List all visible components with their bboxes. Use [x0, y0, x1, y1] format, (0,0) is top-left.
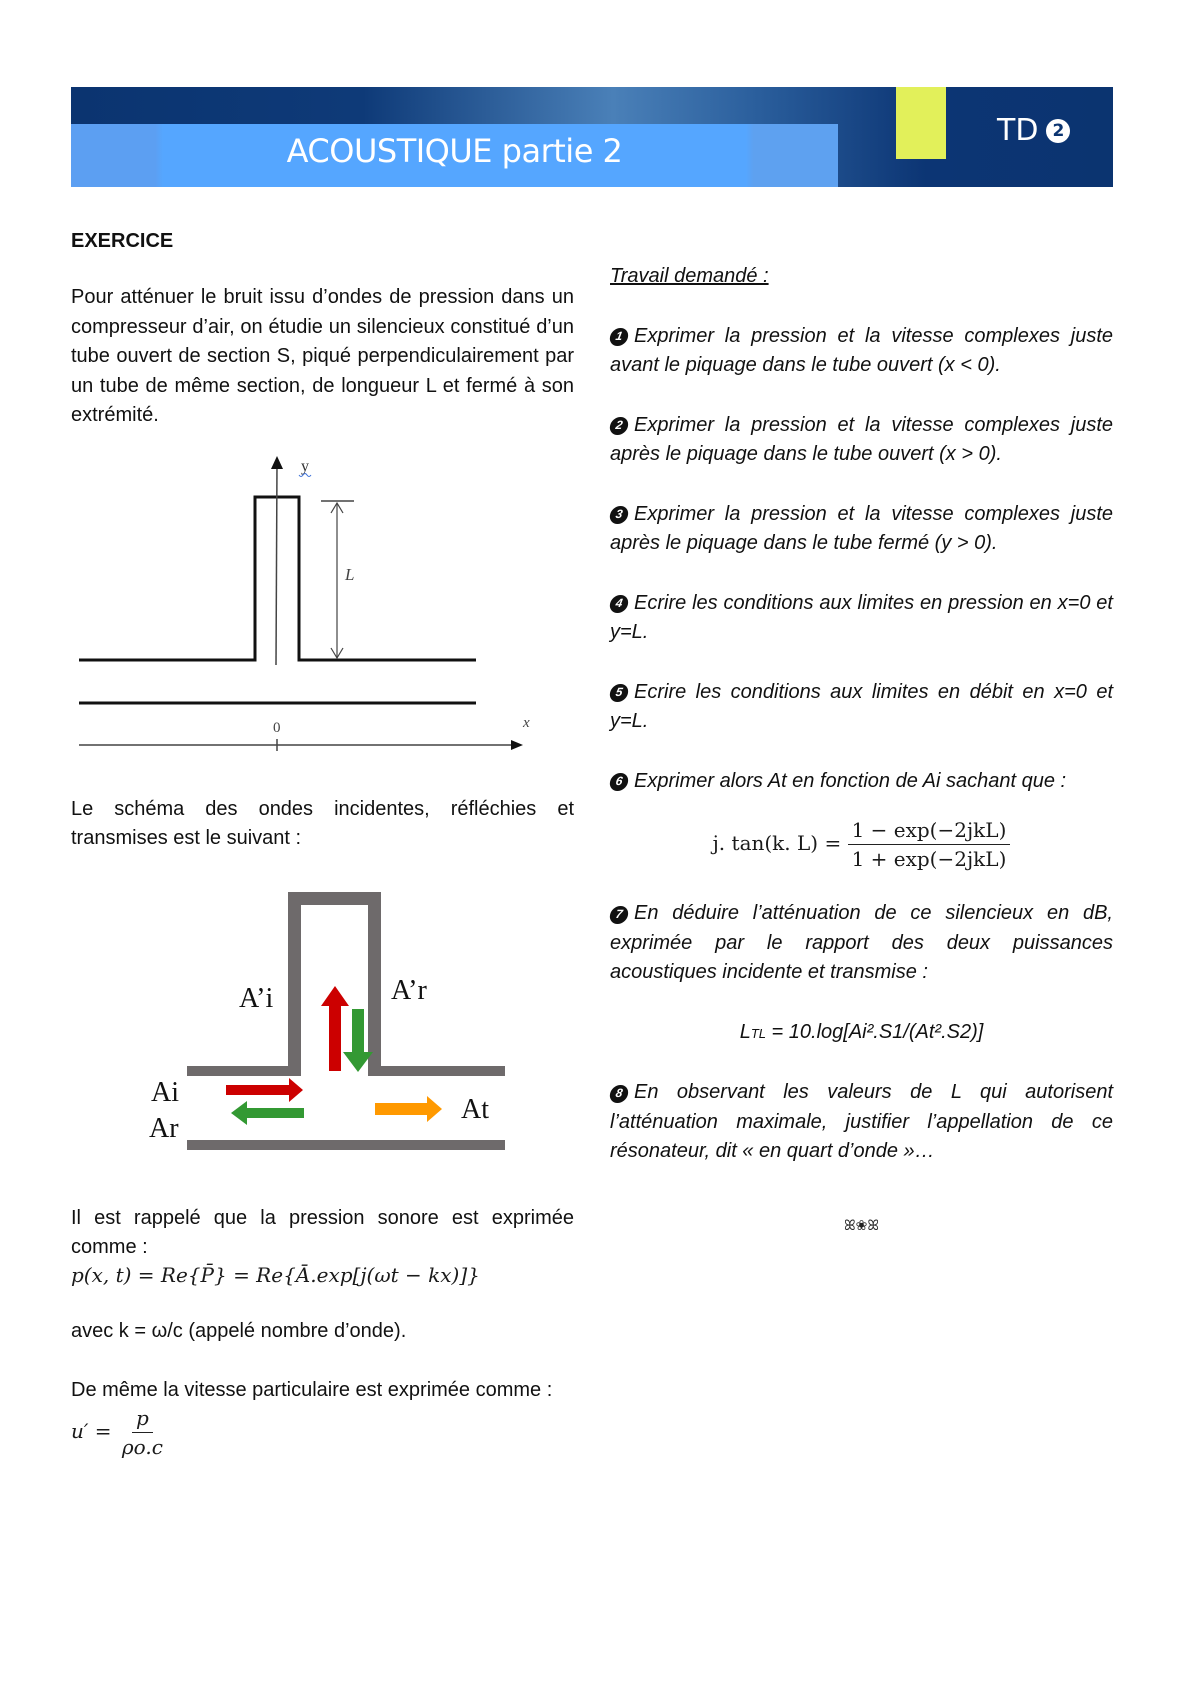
header-accent-block	[896, 87, 946, 159]
question-5	[610, 678, 1113, 737]
ltl-expression: = 10.log[Ai².S1/(At².S2)]	[765, 1020, 984, 1043]
question-text: Ecrire les conditions aux limites en pression en x=0 et y=L.	[610, 591, 1113, 643]
question-7	[610, 899, 1113, 988]
tan-formula	[610, 818, 1113, 871]
question-text: Exprimer la pression et la vitesse complexes juste après le piquage dans le tube ouvert (x > 0).	[610, 413, 1113, 465]
question-3	[610, 500, 1113, 559]
question-marker-8: 8	[608, 1085, 629, 1103]
question-marker-1: 1	[608, 328, 629, 346]
tan-formula-lhs: j. tan(k. L) =	[712, 831, 842, 855]
label-ai: Ai	[151, 1076, 179, 1108]
end-ornament: ꕤ❀ꕤ	[843, 1216, 880, 1233]
tan-denominator: 1 + exp(−2jkL)	[851, 847, 1007, 871]
tan-numerator: 1 − exp(−2jkL)	[848, 818, 1011, 845]
x-axis-label: x	[523, 714, 530, 731]
left-column	[71, 230, 574, 1459]
exercise-heading: EXERCICE	[71, 230, 174, 252]
question-2	[610, 411, 1113, 470]
velocity-numerator: p	[132, 1406, 153, 1433]
work-title-text: Travail demandé :	[610, 265, 769, 287]
right-column	[610, 262, 1113, 1234]
ltl-formula	[610, 1018, 1113, 1049]
length-label: L	[345, 564, 355, 584]
question-text: Exprimer la pression et la vitesse complexes juste après le piquage dans le tube fermé (y > 0).	[610, 502, 1113, 554]
schema-text: Le schéma des ondes incidentes, réfléchies et transmises est le suivant :	[71, 797, 574, 849]
question-text: Ecrire les conditions aux limites en débit en x=0 et y=L.	[610, 680, 1113, 732]
waves-diagram	[71, 882, 574, 1182]
velocity-fraction	[118, 1406, 167, 1459]
label-ar: Ar	[149, 1112, 179, 1144]
question-4	[610, 589, 1113, 648]
document-header	[71, 87, 1113, 187]
ai-arrow	[226, 1078, 303, 1102]
question-text: En déduire l’atténuation de ce silencieux en dB, exprimée par le rapport des deux puissances acoustiques incidente et transmise :	[610, 902, 1113, 983]
geometry-diagram	[71, 453, 574, 763]
question-text: En observant les valeurs de L qui autorisent l’atténuation maximale, justifier l’appellation de ce résonateur, dit « en quart d’onde »…	[610, 1081, 1113, 1162]
question-marker-7: 7	[608, 906, 629, 924]
question-marker-2: 2	[608, 417, 629, 435]
question-marker-4: 4	[608, 595, 629, 613]
x-axis-arrowhead	[511, 740, 523, 750]
main-top-left-wall	[187, 1066, 301, 1076]
label-at: At	[461, 1093, 489, 1125]
ltl-subscript: TL	[750, 1025, 766, 1041]
pressure-formula: p(x, t) = Re{P̄} = Re{Ā.exp[j(ωt − kx)]}	[71, 1262, 480, 1287]
main-top-right-wall	[368, 1066, 505, 1076]
main-bottom-wall	[187, 1140, 505, 1150]
wave-number-text: avec k = ω/c (appelé nombre d’onde).	[71, 1319, 407, 1342]
question-marker-3: 3	[608, 506, 629, 524]
question-marker-5: 5	[608, 684, 629, 702]
question-text: Exprimer la pression et la vitesse complexes juste avant le piquage dans le tube ouvert (x < 0).	[610, 324, 1113, 376]
stub-top-wall	[288, 892, 381, 905]
tan-fraction	[848, 818, 1011, 871]
exercise-intro: Pour atténuer le bruit issu d’ondes de pression dans un compresseur d’air, on étudie un silencieux constitué d’un tube ouvert de section S, piqué perpendiculairement par un tube de même section, de longueur L et fermé à son extrémité.	[71, 286, 574, 426]
velocity-formula-lhs: u′ =	[71, 1418, 112, 1443]
a-prime-i-arrow	[321, 986, 349, 1071]
label-a-prime-i: A’i	[239, 982, 274, 1014]
stub-left-wall	[288, 892, 301, 1076]
question-6	[610, 767, 1113, 797]
td-label	[997, 113, 1070, 148]
velocity-denominator: ρo.c	[121, 1434, 163, 1459]
velocity-text: De même la vitesse particulaire est exprimée comme :	[71, 1379, 553, 1401]
y-axis-arrowhead	[271, 456, 283, 469]
question-marker-6: 6	[608, 773, 629, 791]
label-a-prime-r: A’r	[391, 974, 427, 1006]
pressure-text: Il est rappelé que la pression sonore est exprimée comme :	[71, 1206, 574, 1258]
y-axis-label: y	[301, 457, 309, 475]
question-text: Exprimer alors At en fonction de Ai sachant que :	[634, 769, 1067, 792]
origin-label: 0	[273, 719, 281, 736]
at-arrow	[375, 1096, 442, 1122]
velocity-formula	[71, 1406, 574, 1459]
ar-arrow	[231, 1101, 304, 1125]
question-8	[610, 1078, 1113, 1167]
document-title: ACOUSTIQUE partie 2	[286, 132, 623, 170]
td-text: TD	[997, 113, 1039, 148]
td-number-badge: 2	[1046, 119, 1070, 143]
main-tube-top-wall	[79, 497, 476, 660]
ltl-symbol: L	[739, 1020, 751, 1043]
work-title	[610, 262, 1113, 292]
stub-right-wall	[368, 892, 381, 1076]
y-axis	[276, 463, 277, 665]
question-1	[610, 322, 1113, 381]
